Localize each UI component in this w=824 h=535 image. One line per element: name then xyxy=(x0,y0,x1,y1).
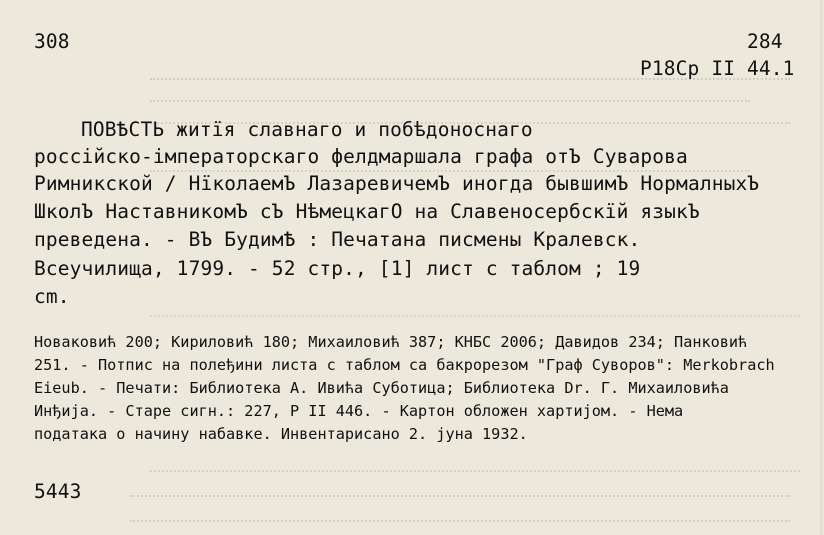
shelfmark: P18Cp II 44.1 xyxy=(640,57,795,80)
notes-line: Eieub. - Печати: Библиотека А. Ивића Суботица; Библиотека Dr. Г. Михаиловића xyxy=(34,379,729,397)
title-line: Римникской / НїколаемЪ ЛазаревичемЪ иногда бывшимЪ НормалныхЪ xyxy=(34,172,760,195)
card-edge xyxy=(820,0,824,535)
title-line: россійско-імператорскаго фелдмаршала графа отЪ Суварова xyxy=(34,145,688,168)
notes-line: података о начину набавке. Инвентарисано 2. јуна 1932. xyxy=(34,425,528,443)
title-line: ШколЪ НаставникомЪ сЪ НѣмецкагО на Славеносербскїй языкЪ xyxy=(34,200,700,223)
notes-line: Инђија. - Старе сигн.: 227, P II 446. - Картон обложен хартијом. - Нема xyxy=(34,402,684,420)
card-number-right: 284 xyxy=(747,30,783,53)
inventory-number: 5443 xyxy=(34,480,82,503)
notes-line: Новаковић 200; Кириловић 180; Михаиловић 387; КНБС 2006; Давидов 234; Панковић xyxy=(34,333,748,351)
card-number-left: 308 xyxy=(34,30,70,53)
title-line: Всеучилища, 1799. - 52 стр., [1] лист с таблом ; 19 xyxy=(34,257,641,280)
title-line: преведена. - ВЪ БудимѢ : Печатана писмены Кралевск. xyxy=(34,228,641,251)
title-line: cm. xyxy=(34,285,70,308)
title-line: ПОВѢСТЬ житїя славнаго и побѣдоноснаго xyxy=(81,118,533,141)
notes-line: 251. - Потпис на полеђини листа с таблом са бакрорезом "Граф Суворов": Merkobrach xyxy=(34,356,775,374)
